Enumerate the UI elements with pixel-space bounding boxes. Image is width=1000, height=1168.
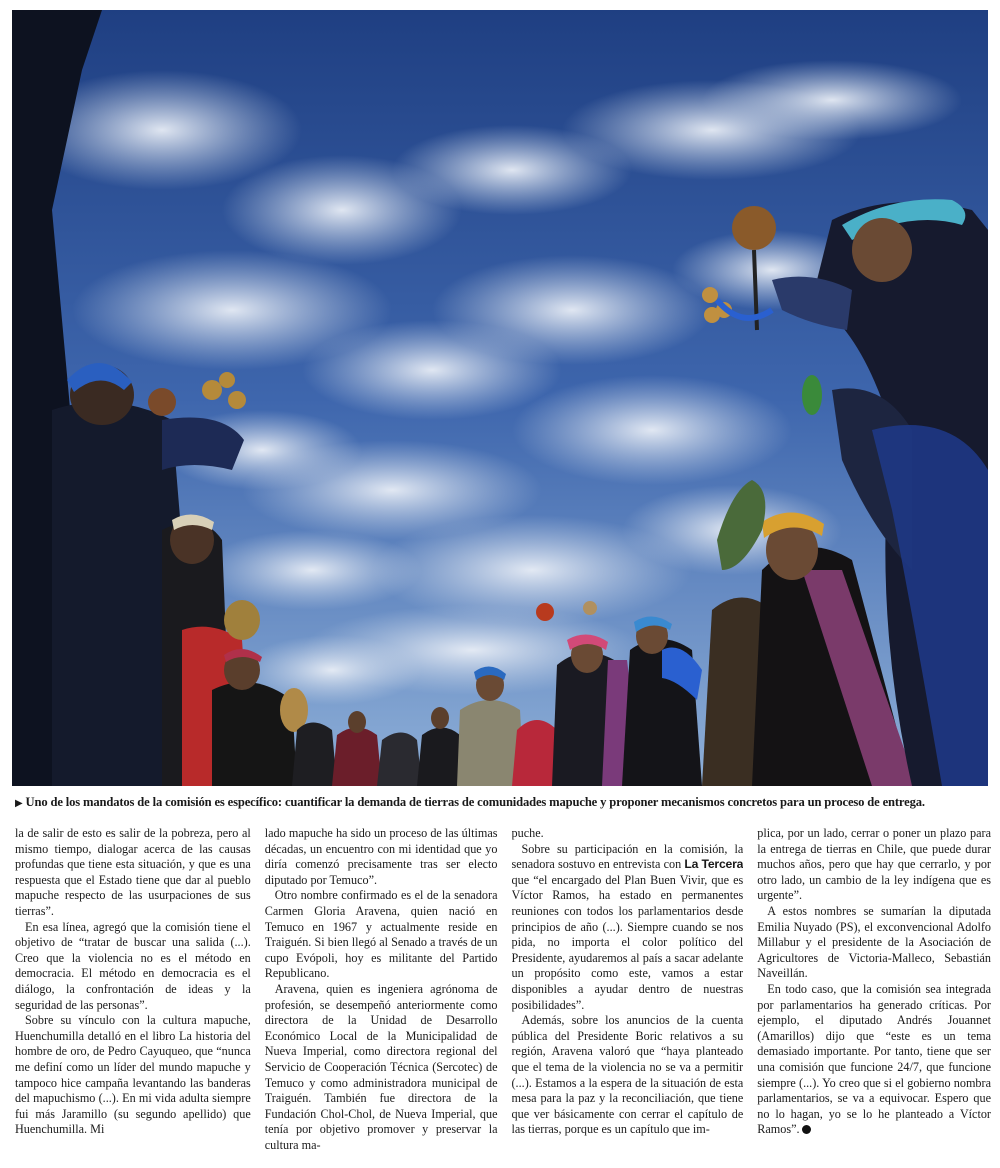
- article-column-1: [15, 826, 251, 1161]
- end-of-article-icon: [802, 1125, 811, 1134]
- paragraph: Sobre su vínculo con la cultura mapuche, Huenchumilla detalló en el libro La historia del hombre de oro, de Pedro Cayuqueo, que “nunca me definí como un líder del mundo mapuche y tampoco hice campaña levantando las banderas del mapuchismo (...). En mi vida adulta siempre fui más Jaramillo (su segundo apellido) que Huenchumilla. Mi: [15, 1013, 251, 1137]
- article-body: [15, 826, 991, 1161]
- photo-caption: [15, 794, 990, 812]
- paragraph: Aravena, quien es ingeniera agrónoma de profesión, se desempeñó anteriormente como directora de la Unidad de Desarrollo Económico Local de la Municipalidad de Nueva Imperial, como directora regional del Servicio de Cooperación Técnica (Sercotec) de Temuco y como administradora municipal de Traiguén. También fue directora de la Fundación Chol-Chol, de Nueva Imperial, que tenía por objetivo promover y preservar la cultura ma-: [264, 981, 498, 1152]
- paragraph: A estos nombres se sumarían la diputada Emilia Nuyado (PS), el exconvencional Adolfo Millabur y el presidente de la Asociación de Agricultores de Victoria-Malleco, Sebastián Naveillán.: [757, 903, 991, 981]
- article-column-2: [265, 826, 498, 1161]
- paragraph-text: En todo caso, que la comisión sea integrada por parlamentarios ha generado críticas. Por ejemplo, el diputado Andrés Jouannet (Amarillos) dijo que “este es un tema demasiado importante. Por tanto, tiene que ser una comisión que funcione 24/7, que funcione siempre (...). Yo creo que si el gobierno nombra parlamentarios, se va a equivocar. Espero que no lo hagan, yo se lo he planteado a Víctor Ramos”.: [757, 981, 991, 1137]
- article-photo: [12, 10, 988, 786]
- caption-arrow-icon: ▶: [15, 798, 23, 809]
- paragraph: puche.: [511, 826, 544, 840]
- paragraph: la de salir de esto es salir de la pobreza, pero al mismo tiempo, dialogar acerca de las causas profundas que tiene esta situación, y que es una respuesta que el Estado tiene que dar al pueblo mapuche respecto de las usurpaciones de sus tierras”.: [15, 826, 251, 918]
- article-column-4: [757, 826, 991, 1161]
- article-column-3: [512, 826, 744, 1161]
- newspaper-name: La Tercera: [684, 857, 744, 872]
- paragraph: plica, por un lado, cerrar o poner un plazo para la entrega de tierras en Chile, que puede durar muchos años, pero que hay que cerrarlo, y por otro lado, un cambio de la ley indígena que es urgente”.: [757, 826, 991, 903]
- paragraph: Otro nombre confirmado es el de la senadora Carmen Gloria Aravena, quien nació en Temuco en 1967 y actualmente reside en Traiguén. Si bien llegó al Senado a través de un cupo Evópoli, hoy es militante del Partido Republicano.: [264, 888, 498, 981]
- paragraph: [512, 842, 744, 1014]
- paragraph: En esa línea, agregó que la comisión tiene el objetivo de “tratar de buscar una salida (...). Creo que la violencia no es el método en democracia. El método en democracia es el diálogo, la confrontación de ideas y la seguridad de las personas”.: [15, 919, 251, 1012]
- ceremony-photo-illustration: [12, 10, 988, 786]
- paragraph: [757, 982, 991, 1138]
- caption-text: Uno de los mandatos de la comisión es específico: cuantificar la demanda de tierras de comunidades mapuche y proponer mecanismos concretos para un proceso de entrega.: [25, 795, 925, 809]
- paragraph-text: que “el encargado del Plan Buen Vivir, que es Víctor Ramos, ha estado en permanentes reuniones con todos los parlamentarios desde principios de año (...). Siempre cuando se nos pida, no importa el color político del Presidente, ayudaremos al país a sacar adelante un propósito como este, vamos a estar disponibles a ayudar dentro de nuestras posibilidades”.: [511, 872, 744, 1012]
- paragraph-text: Sobre su participación en la comisión, la senadora sostuvo en entrevista con: [511, 841, 744, 872]
- paragraph: lado mapuche ha sido un proceso de las últimas décadas, un encuentro con mi identidad que yo diría comenzó precisamente tras ser electo diputado por Temuco”.: [264, 826, 498, 887]
- paragraph: Además, sobre los anuncios de la cuenta pública del Presidente Boric relativos a su región, Aravena valoró que “haya planteado que el tema de la violencia no se va a permitir (...). Estamos a la espera de la situación de esta mesa para la paz y la reconciliación, que tiene que ver básicamente con cerrar el capítulo de las tierras, porque es un capítulo que im-: [511, 1013, 744, 1137]
